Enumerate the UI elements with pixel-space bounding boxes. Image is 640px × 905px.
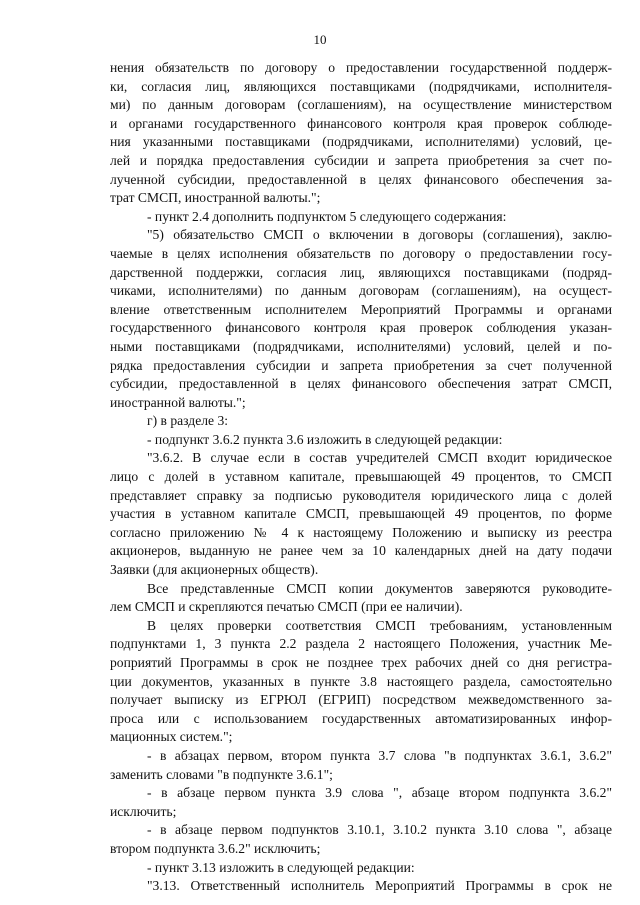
text-line: представляет справку за подписью руководителя юридического лица с долей [110,487,612,503]
text-line: мационных систем."; [110,729,233,745]
text-line: втором подпункта 3.6.2" исключить; [110,840,321,856]
paragraph [110,412,612,431]
text-line: иностранной валюты."; [110,394,246,410]
paragraph [110,747,612,784]
paragraph [110,208,612,227]
text-line: субсидии, предоставленной в целях финансового обеспечения затрат СМСП, [110,376,612,392]
text-line: - в абзаце первом подпунктов 3.10.1, 3.10.2 пункта 3.10 слова ", абзаце [147,822,612,838]
text-line: дарственной поддержки, согласия лиц, являющихся поставщиками (подряд- [110,264,612,280]
text-line: - в абзаце первом пункта 3.9 слова ", абзаце втором подпункта 3.6.2" [147,785,612,801]
paragraph [110,821,612,858]
text-line: подпунктами 1, 3 пункта 2.2 раздела 2 настоящего Положения, участник Ме- [110,636,612,652]
paragraph [110,431,612,450]
text-line: "5) обязательство СМСП о включении в договоры (соглашения), заклю- [147,227,612,243]
text-line: лей и порядка предоставления субсидии и запрета приобретения за счет по- [110,152,612,168]
text-line: Все представленные СМСП копии документов заверяются руководите- [147,580,612,596]
text-line: трат СМСП, иностранной валюты."; [110,190,321,206]
text-line: лем СМСП и скрепляются печатью СМСП (при ее наличии). [110,599,463,615]
text-line: исключить; [110,803,177,819]
text-line: согласно приложению № 4 к настоящему Положению и выписку из реестра [110,524,612,540]
text-line: Заявки (для акционерных обществ). [110,562,319,578]
text-line: рядка предоставления субсидии и запрета приобретения за счет полученной [110,357,612,373]
text-line: г) в разделе 3: [147,413,229,429]
text-line: акционеров, выданную не ранее чем за 10 календарных дней на дату подачи [110,543,612,559]
text-line: вление ответственным исполнителем Мероприятий Программы и органами [110,301,612,317]
page-number: 10 [313,32,327,47]
text-line: получает выписку из ЕГРЮЛ (ЕГРИП) посредством межведомственного за- [110,692,612,708]
text-line: лицо с долей в уставном капитале, превышающей 49 процентов, то СМСП [110,469,612,485]
text-line: роприятий Программы в срок не позднее трех рабочих дней со дня регистра- [110,655,612,670]
text-line: "3.6.2. В случае если в состав учредителей СМСП входит юридическое [147,450,612,466]
paragraph [110,617,612,747]
text-line: ки, согласия лиц, являющихся поставщиками (подрядчиками, исполнителя- [110,78,612,94]
paragraph [110,859,612,878]
text-line: государственного финансового контроля края проверок соблюдения указан- [110,320,612,336]
text-line: участия в уставном капитале СМСП, превышающей 49 процентов, по форме [110,506,612,522]
text-line: - подпункт 3.6.2 пункта 3.6 изложить в следующей редакции: [147,431,503,447]
document-body [110,59,612,896]
text-line: чиками, исполнителями) по данным договорам (соглашениям), на осущест- [110,283,612,299]
text-line: "3.13. Ответственный исполнитель Мероприятий Программы в срок не [147,878,612,894]
text-line: нения обязательств по договору о предоставлении государственной поддерж- [110,60,612,75]
text-line: проса или с использованием государственных автоматизированных инфор- [110,710,612,726]
text-line: - пункт 2.4 дополнить подпунктом 5 следующего содержания: [147,208,507,224]
paragraph [110,784,612,821]
text-line: - в абзацах первом, втором пункта 3.7 слова "в подпунктах 3.6.1, 3.6.2" [147,747,612,763]
text-line: заменить словами "в подпункте 3.6.1"; [110,766,333,782]
text-line: ными поставщиками (подрядчиками, исполнителями) условий, целей и по- [110,338,612,354]
text-line: лученной субсидии, предоставленной в целях финансового обеспечения за- [110,171,612,187]
text-line: и органами государственного финансового контроля края проверок соблюде- [110,115,612,131]
paragraph [110,877,612,896]
paragraph [110,580,612,617]
paragraph [110,226,612,412]
text-line: ния указанными поставщиками (подрядчиками, исполнителями) условий, це- [110,134,612,150]
paragraph [110,449,612,579]
text-line: В целях проверки соответствия СМСП требованиям, установленным [147,617,612,633]
paragraph [110,59,612,208]
text-line: ции документов, указанных в пункте 3.8 настоящего раздела, самостоятельно [110,673,612,689]
text-line: ми) по данным договорам (соглашениям), на осуществление министерством [110,97,612,113]
text-line: чаемые в целях исполнения обязательств по договору о предоставлении госу- [110,245,612,261]
text-line: - пункт 3.13 изложить в следующей редакции: [147,859,415,875]
